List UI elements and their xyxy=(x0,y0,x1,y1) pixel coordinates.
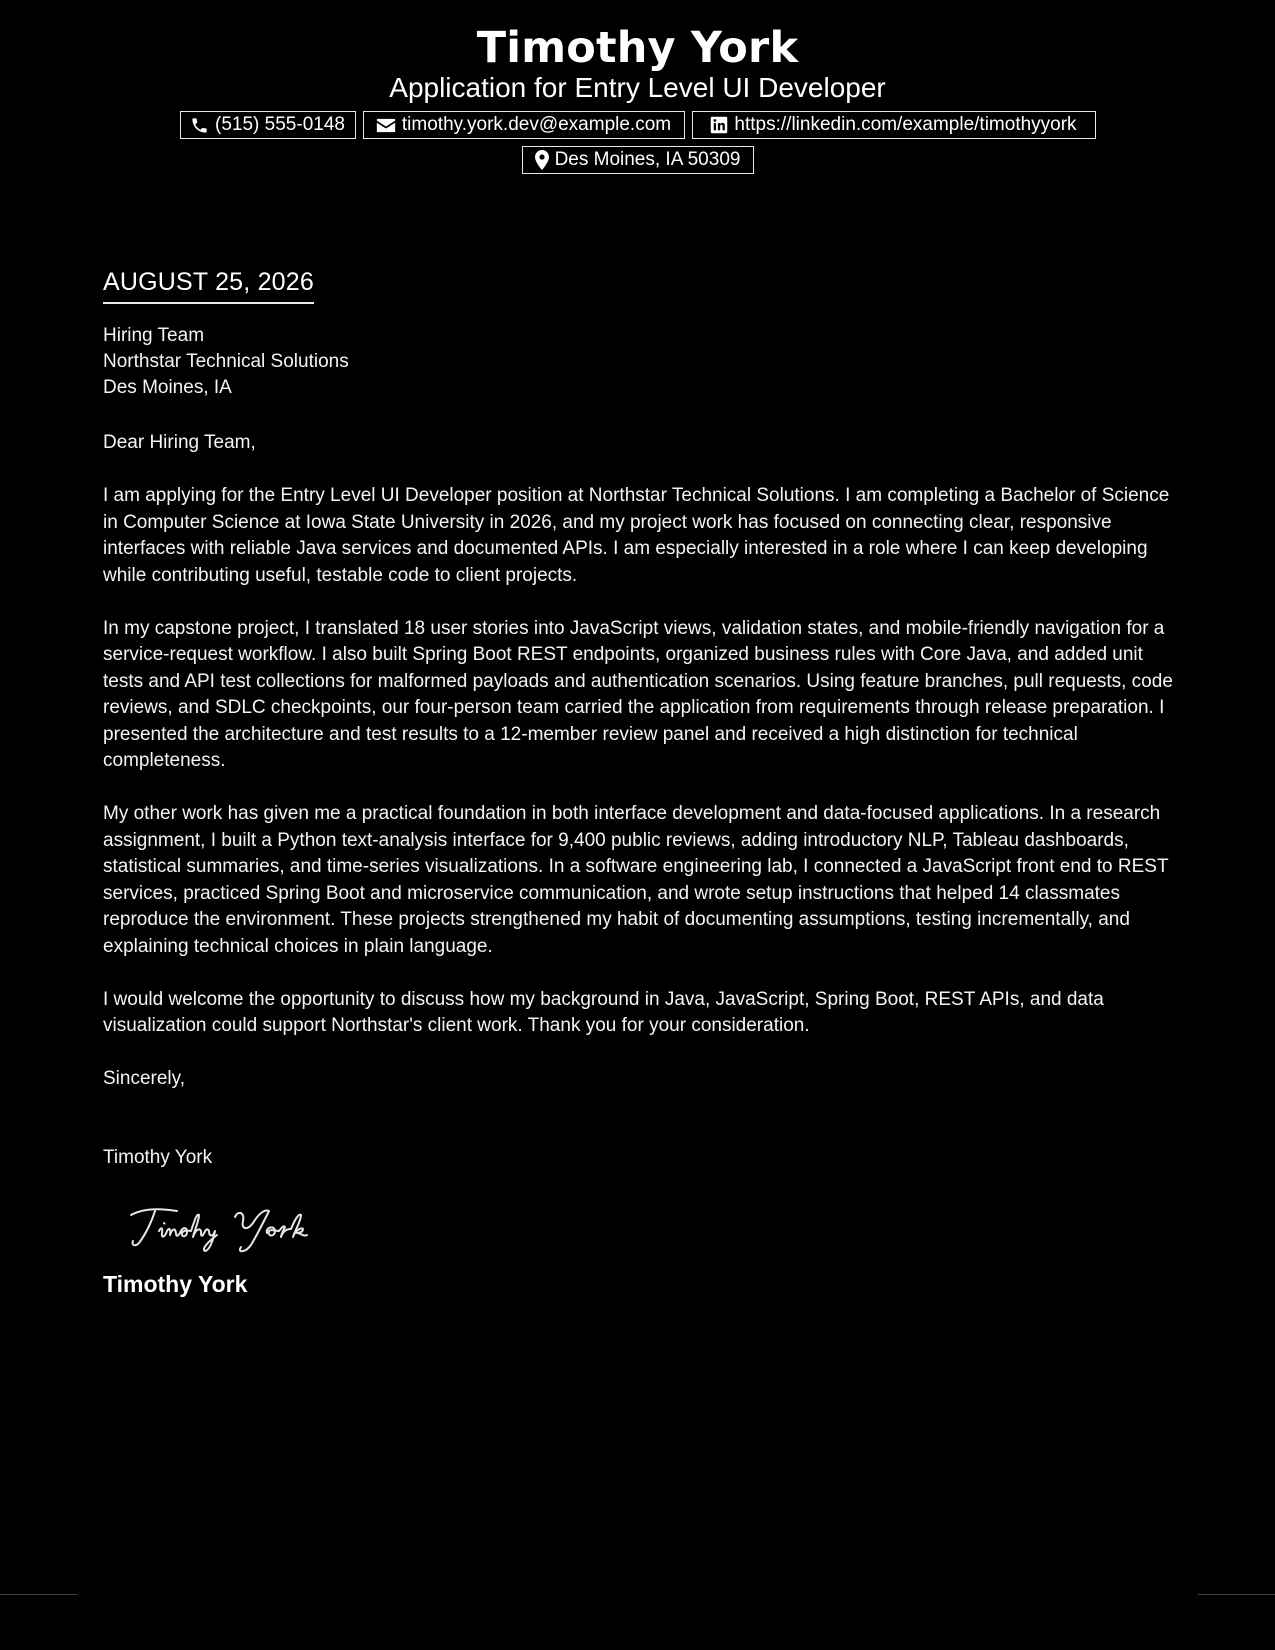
application-subtitle: Application for Entry Level UI Developer xyxy=(389,72,886,103)
typed-name: Timothy York xyxy=(103,1146,213,1168)
linkedin-icon xyxy=(710,116,728,134)
applicant-name: Timothy York xyxy=(476,23,799,73)
paragraph-other-work: My other work has given me a practical foundation in both interface development and data-focused applications. In a research assignment, I built a Python text-analysis interface for 9,400 public reviews, adding introductory NLP, Tableau dashboards, statistical summaries, and time-series visualizations. In a software engineering lab, I connected a JavaScript front end to REST services, practiced Spring Boot and microservice communication, and wrote setup instructions that helped 14 classmates reproduce the environment. These projects strengthened my habit of documenting assumptions, testing incrementally, and explaining technical choices in plain language. xyxy=(103,803,1169,957)
footer-rule-left xyxy=(0,1594,77,1595)
location-text: Des Moines, IA 50309 xyxy=(554,149,741,170)
linkedin-chip[interactable] xyxy=(692,111,1096,139)
email-chip[interactable] xyxy=(363,111,685,139)
paragraph-closing: I would welcome the opportunity to discuss how my background in Java, JavaScript, Spring Boot, REST APIs, and data visualization could support Northstar's client work. Thank you for your consideration. xyxy=(103,988,1104,1036)
handwritten-signature xyxy=(125,1201,345,1257)
closing: Sincerely, xyxy=(103,1068,186,1089)
footer-rule-right xyxy=(1198,1594,1275,1595)
phone-icon xyxy=(190,116,209,135)
letter-header xyxy=(0,22,1275,174)
recipient-company: Northstar Technical Solutions xyxy=(103,351,349,372)
email-text: timothy.york.dev@example.com xyxy=(401,114,672,135)
phone-text: (515) 555-0148 xyxy=(215,114,345,135)
location-chip[interactable] xyxy=(522,146,754,174)
salutation: Dear Hiring Team, xyxy=(103,432,256,453)
letter-body xyxy=(103,262,1173,1298)
contact-row-location xyxy=(0,146,1275,174)
recipient-location: Des Moines, IA xyxy=(103,377,232,398)
recipient-line: Hiring Team xyxy=(103,325,205,346)
map-pin-icon xyxy=(535,150,549,170)
paragraph-intro: I am applying for the Entry Level UI Developer position at Northstar Technical Solutions. I am completing a Bachelor of Science in Computer Science at Iowa State University in 2026, and my project work has focused on connecting clear, responsive interfaces with reliable Java services and documented APIs. I am especially interested in a role where I can keep developing while contributing useful, testable code to client projects. xyxy=(103,485,1170,586)
recipient-block xyxy=(103,323,1173,401)
contact-row xyxy=(0,111,1275,139)
phone-chip[interactable] xyxy=(180,111,356,139)
signature-name: Timothy York xyxy=(103,1271,248,1297)
linkedin-text: https://linkedin.com/example/timothyyork xyxy=(734,114,1077,135)
letter-date: AUGUST 25, 2026 xyxy=(103,262,314,304)
paragraph-capstone: In my capstone project, I translated 18 user stories into JavaScript views, validation states, and mobile-friendly navigation for a service-request workflow. I also built Spring Boot REST endpoints, organized business rules with Core Java, and added unit tests and API test collections for malformed payloads and authentication scenarios. Using feature branches, pull requests, code reviews, and SDLC checkpoints, our four-person team carried the application from requirements through release preparation. I presented the architecture and test results to a 12-member review panel and received a high distinction for technical completeness. xyxy=(103,617,1173,771)
envelope-icon xyxy=(376,117,396,134)
